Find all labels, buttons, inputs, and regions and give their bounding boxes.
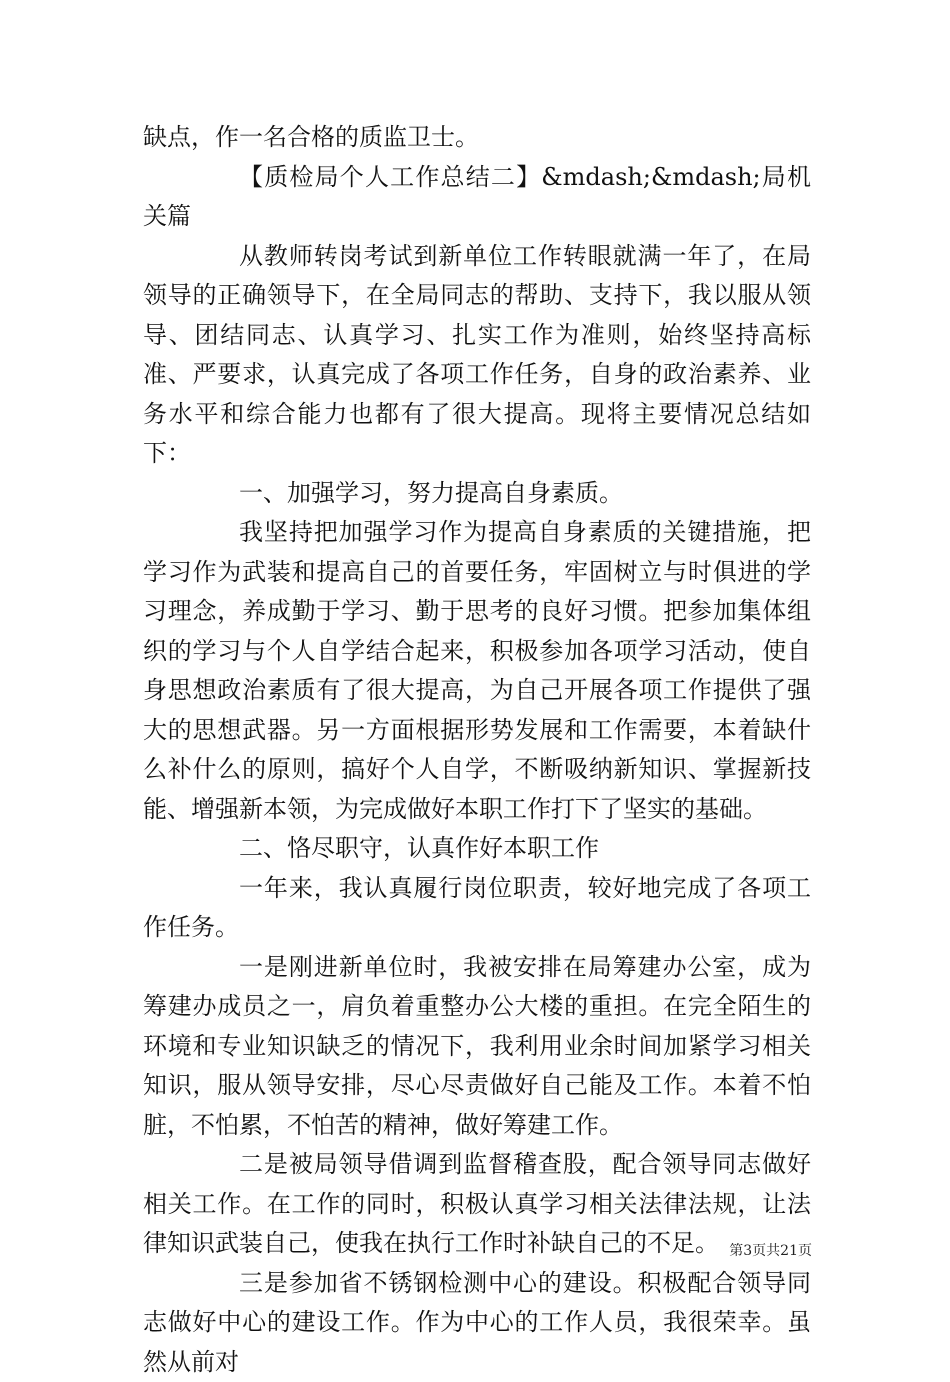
paragraph: 从教师转岗考试到新单位工作转眼就满一年了，在局领导的正确领导下，在全局同志的帮助、支持下，我以服从领导、团结同志、认真学习、扎实工作为准则，始终坚持高标准、严要求，认真完成了各项工作任务，自身的政治素养、业务水平和综合能力也都有了很大提高。现将主要情况总结如下：	[143, 237, 811, 474]
paragraph: 缺点，作一名合格的质监卫士。	[143, 118, 811, 158]
section-heading: 二、恪尽职守，认真作好本职工作	[143, 829, 811, 869]
paragraph: 二是被局领导借调到监督稽查股，配合领导同志做好相关工作。在工作的同时，积极认真学习相关法律法规，让法律知识武装自己，使我在执行工作时补缺自己的不足。	[143, 1145, 811, 1264]
paragraph: 一年来，我认真履行岗位职责，较好地完成了各项工作任务。	[143, 869, 811, 948]
page-number: 第3页共21页	[640, 1240, 812, 1260]
paragraph: 一是刚进新单位时，我被安排在局筹建办公室，成为筹建办成员之一，肩负着重整办公大楼的重担。在完全陌生的环境和专业知识缺乏的情况下，我利用业余时间加紧学习相关知识，服从领导安排，尽心尽责做好自己能及工作。本着不怕脏，不怕累，不怕苦的精神，做好筹建工作。	[143, 948, 811, 1146]
document-body	[143, 118, 811, 1382]
section-heading: 一、加强学习，努力提高自身素质。	[143, 474, 811, 514]
paragraph: 三是参加省不锈钢检测中心的建设。积极配合领导同志做好中心的建设工作。作为中心的工作人员，我很荣幸。虽然从前对	[143, 1264, 811, 1382]
paragraph: 我坚持把加强学习作为提高自身素质的关键措施，把学习作为武装和提高自己的首要任务，牢固树立与时俱进的学习理念，养成勤于学习、勤于思考的良好习惯。把参加集体组织的学习与个人自学结合起来，积极参加各项学习活动，使自身思想政治素质有了很大提高，为自己开展各项工作提供了强大的思想武器。另一方面根据形势发展和工作需要，本着缺什么补什么的原则，搞好个人自学，不断吸纳新知识、掌握新技能、增强新本领，为完成做好本职工作打下了坚实的基础。	[143, 513, 811, 829]
section-heading: 【质检局个人工作总结二】&mdash;&mdash;局机关篇	[143, 158, 811, 237]
